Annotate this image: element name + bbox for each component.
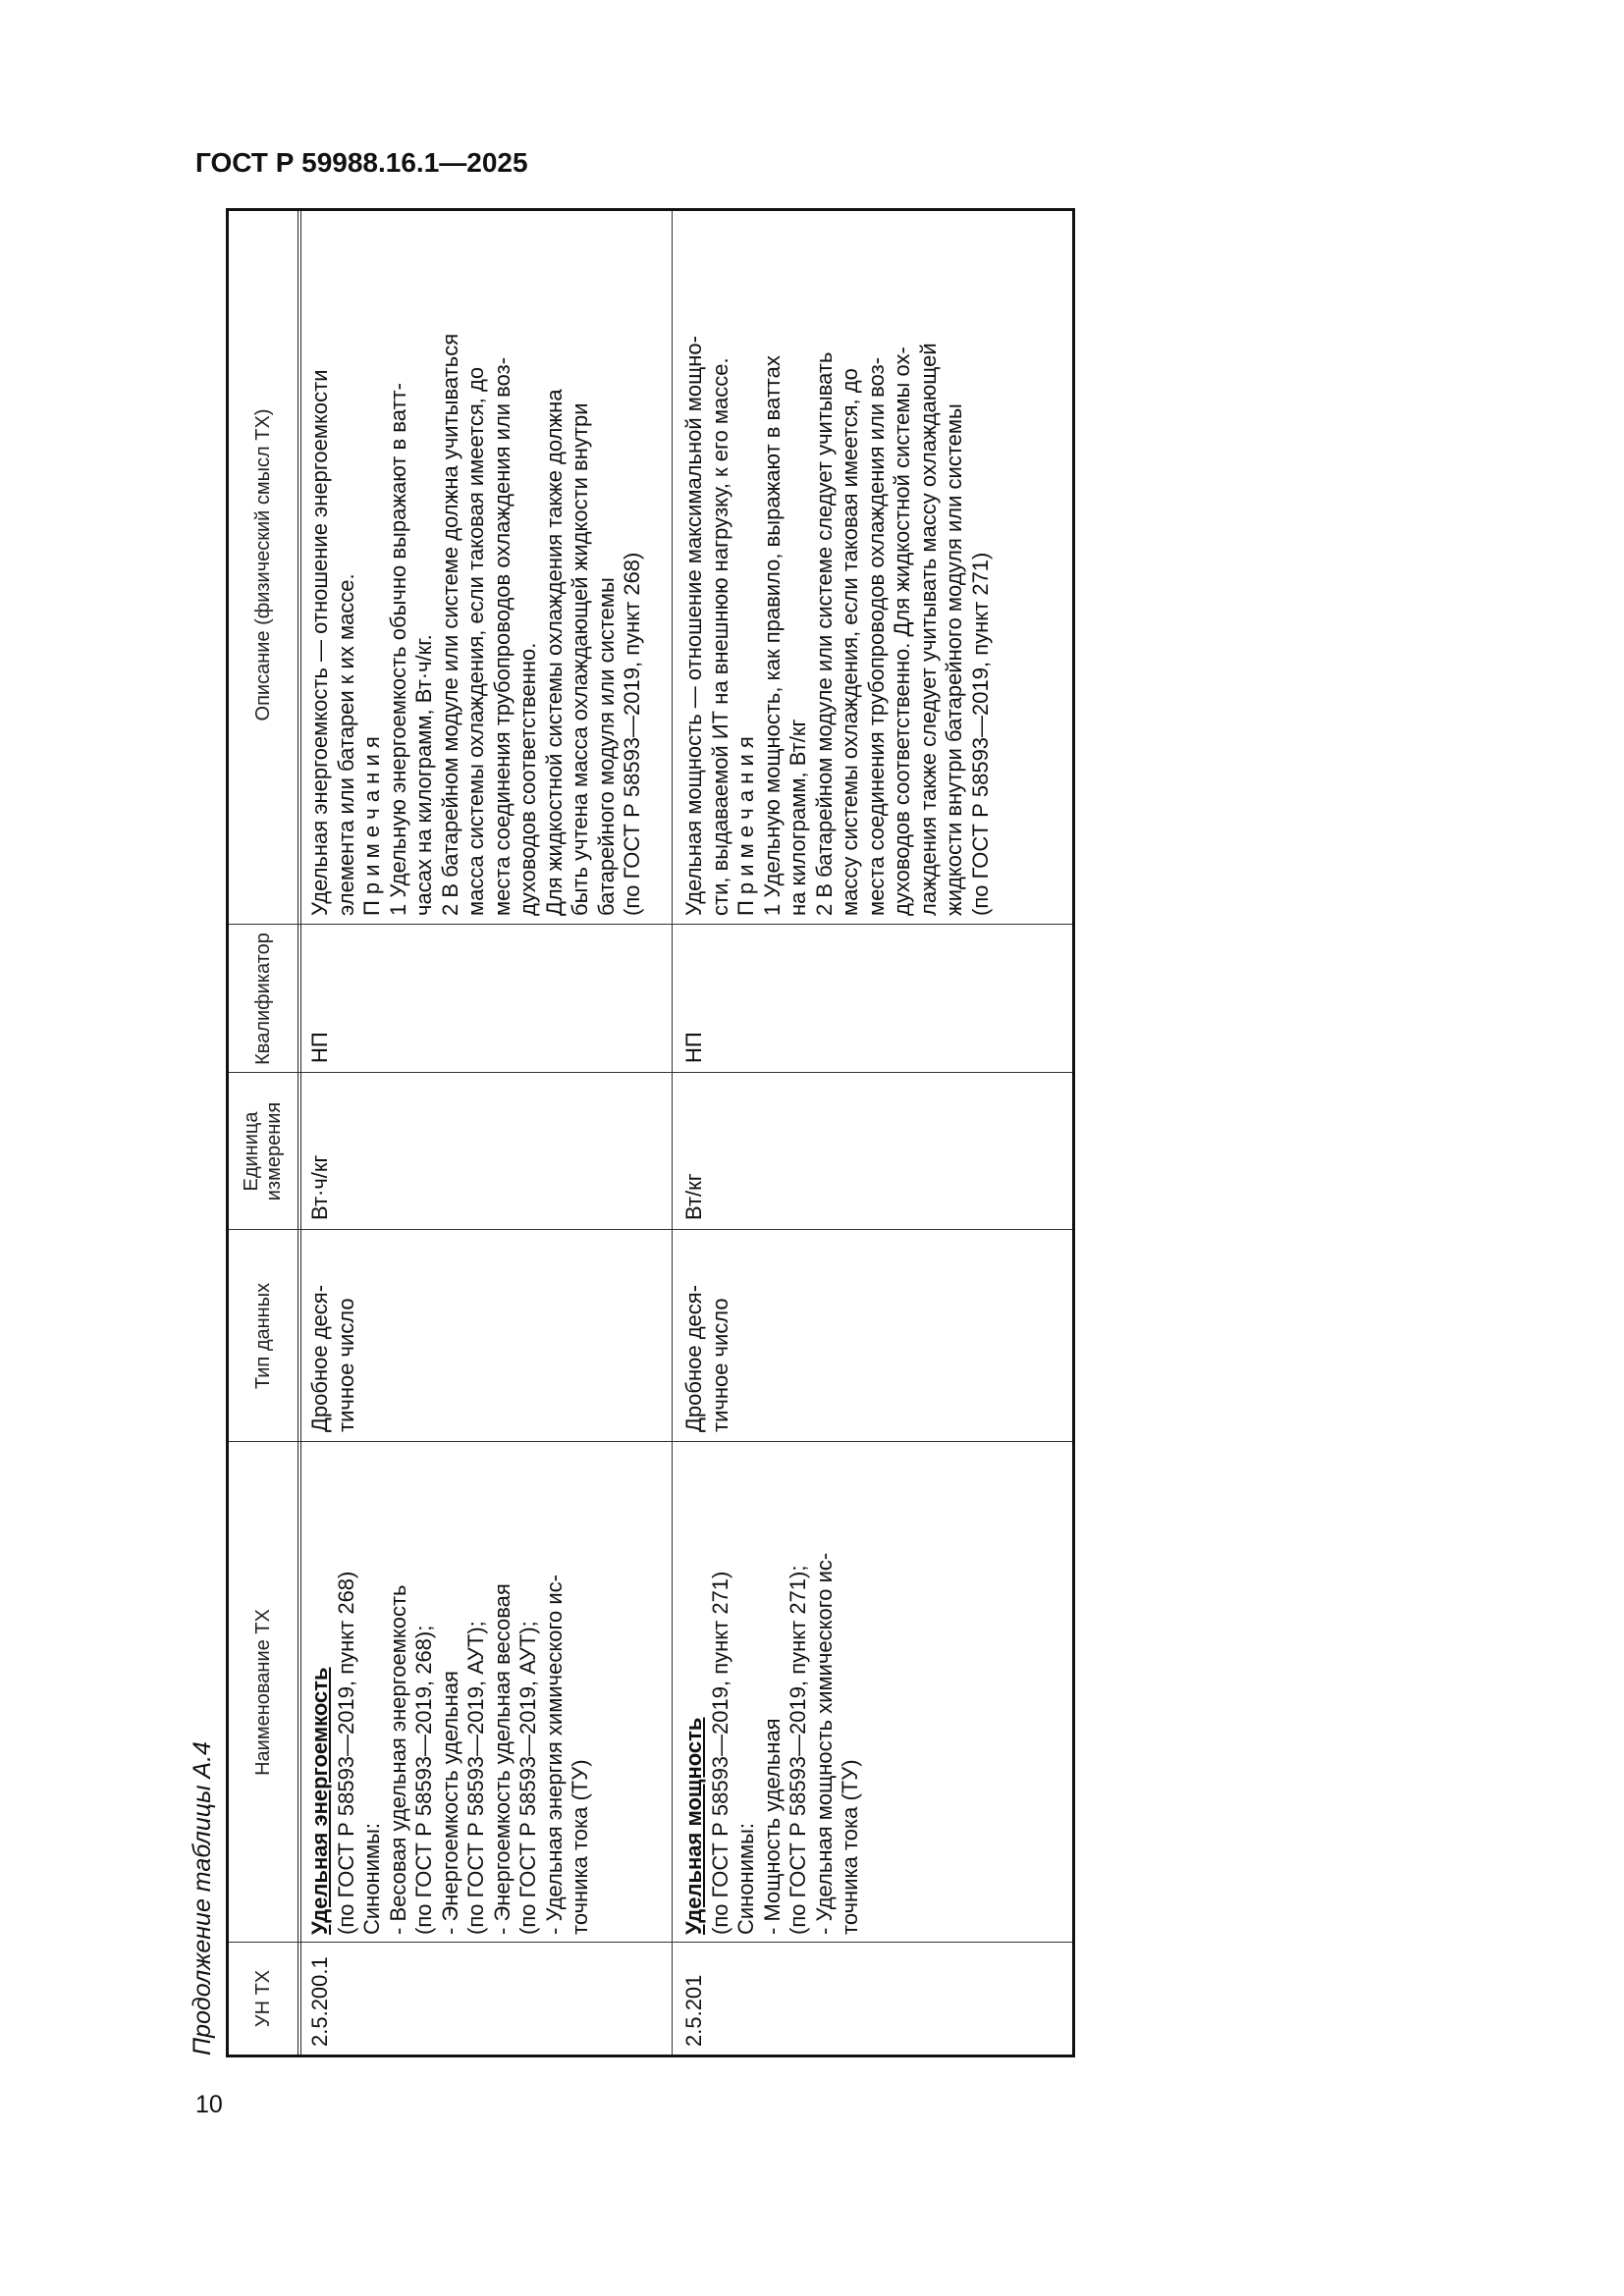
description-line: на килограмм, Вт/кг: [785, 719, 810, 916]
description-line: 2 В батарейном модуле или системе должна учитываться: [437, 333, 462, 916]
characteristic-name: [307, 1572, 594, 1935]
qualifier: НП: [307, 1032, 332, 1063]
row-id: 2.5.201: [681, 1974, 706, 2047]
document-header: ГОСТ Р 59988.16.1—2025: [195, 147, 528, 178]
name-line: (по ГОСТ Р 58593—2019, 268);: [411, 1625, 436, 1935]
description: [307, 334, 646, 916]
name-line: - Удельная мощность химического ис-: [811, 1552, 837, 1935]
description-line: элемента или батареи к их массе.: [333, 573, 358, 916]
column-divider: [229, 1942, 1072, 1943]
name-line: (по ГОСТ Р 58593—2019, пункт 271): [707, 1571, 732, 1935]
description-line: масса системы охлаждения, если таковая имеется, до: [463, 366, 488, 916]
name-line: Синонимы:: [733, 1822, 758, 1935]
description-line: массу системы охлаждения, если таковая имеется, до: [838, 368, 862, 916]
name-line: - Весовая удельная энергоемкость: [385, 1584, 410, 1935]
description-line: сти, выдаваемой ИТ на внешнюю нагрузку, к его массе.: [707, 357, 732, 916]
name-line: (по ГОСТ Р 58593—2019, пункт 271);: [785, 1565, 810, 1935]
column-header: Единица измерения: [241, 1101, 285, 1201]
description-line: 1 Удельную мощность, как правило, выражают в ваттах: [759, 355, 785, 916]
description-line: Удельная энергоемкость — отношение энергоемкости: [307, 369, 332, 916]
column-header: Описание (физический смысл ТХ): [251, 408, 274, 721]
name-line: точника тока (ТУ): [568, 1759, 592, 1935]
qualifier: НП: [681, 1032, 706, 1063]
data-type-line: тичное число: [707, 1298, 732, 1432]
description-line: лаждения также следует учитывать массу охлаждающей: [915, 343, 941, 916]
notes-heading: П р и м е ч а н и я: [359, 736, 384, 916]
description-line: духоводов соответственно. Для жидкостной системы ох-: [890, 347, 914, 916]
name-line: - Энергоемкость удельная весовая: [489, 1583, 514, 1935]
name-line: (по ГОСТ Р 58593—2019, пункт 268): [333, 1571, 358, 1935]
description-line: (по ГОСТ Р 58593—2019, пункт 268): [620, 552, 644, 916]
unit: Вт·ч/кг: [307, 1154, 332, 1220]
data-type: [681, 1285, 733, 1432]
name-line: точника тока (ТУ): [838, 1759, 862, 1935]
description-line: жидкости внутри батарейного модуля или системы: [942, 403, 966, 916]
notes-heading: П р и м е ч а н и я: [733, 736, 758, 916]
name-line: (по ГОСТ Р 58593—2019, АУТ);: [463, 1621, 488, 1935]
description: [681, 336, 994, 916]
page-number: 10: [195, 2091, 223, 2118]
description-line: духоводов соответственно.: [515, 642, 540, 916]
characteristic-title: Удельная мощность: [681, 1717, 706, 1935]
row-id: 2.5.200.1: [307, 1956, 332, 2047]
column-header: УН ТХ: [251, 1969, 274, 2028]
description-line: места соединения трубопроводов охлаждения или воз-: [489, 356, 514, 916]
column-divider: [229, 1441, 1072, 1442]
column-header: Квалификатор: [251, 933, 274, 1065]
column-divider: [229, 1229, 1072, 1230]
characteristic-title: Удельная энергоемкость: [307, 1667, 332, 1935]
description-line: Удельная мощность — отношение максимальной мощно-: [681, 336, 706, 916]
column-header: Наименование ТХ: [251, 1609, 274, 1776]
data-table: [226, 208, 1075, 2057]
description-line: 2 В батарейном модуле или системе следует учитывать: [811, 351, 837, 916]
rotated-table-block: [185, 208, 1075, 2057]
column-divider: [229, 1072, 1072, 1073]
data-type-line: тичное число: [333, 1298, 358, 1432]
name-line: (по ГОСТ Р 58593—2019, АУТ);: [515, 1621, 540, 1935]
description-line: 1 Удельную энергоемкость обычно выражают в ватт-: [385, 383, 410, 916]
description-line: Для жидкостной системы охлаждения также должна: [541, 389, 567, 916]
column-divider: [229, 924, 1072, 925]
description-line: места соединения трубопроводов охлаждения или воз-: [863, 356, 889, 916]
unit: Вт/кг: [681, 1173, 706, 1220]
description-line: (по ГОСТ Р 58593—2019, пункт 271): [967, 552, 993, 916]
description-line: часах на килограмм, Вт·ч/кг.: [411, 634, 436, 916]
table-caption: Продолжение таблицы А.4: [189, 1741, 216, 2056]
name-line: Синонимы:: [359, 1822, 384, 1935]
characteristic-name: [681, 1553, 864, 1935]
name-line: - Удельная энергия химического ис-: [541, 1575, 567, 1935]
description-line: быть учтена масса охлаждающей жидкости внутри: [568, 402, 592, 916]
description-line: батарейного модуля или системы: [593, 577, 619, 916]
row-divider: [672, 211, 673, 2055]
data-type-line: Дробное деся-: [307, 1284, 332, 1432]
name-line: - Мощность удельная: [759, 1718, 785, 1935]
name-line: - Энергоемкость удельная: [437, 1671, 462, 1935]
data-type: [307, 1285, 359, 1432]
column-header: Тип данных: [251, 1282, 274, 1390]
header-divider: [298, 211, 301, 2055]
data-type-line: Дробное деся-: [681, 1284, 706, 1432]
